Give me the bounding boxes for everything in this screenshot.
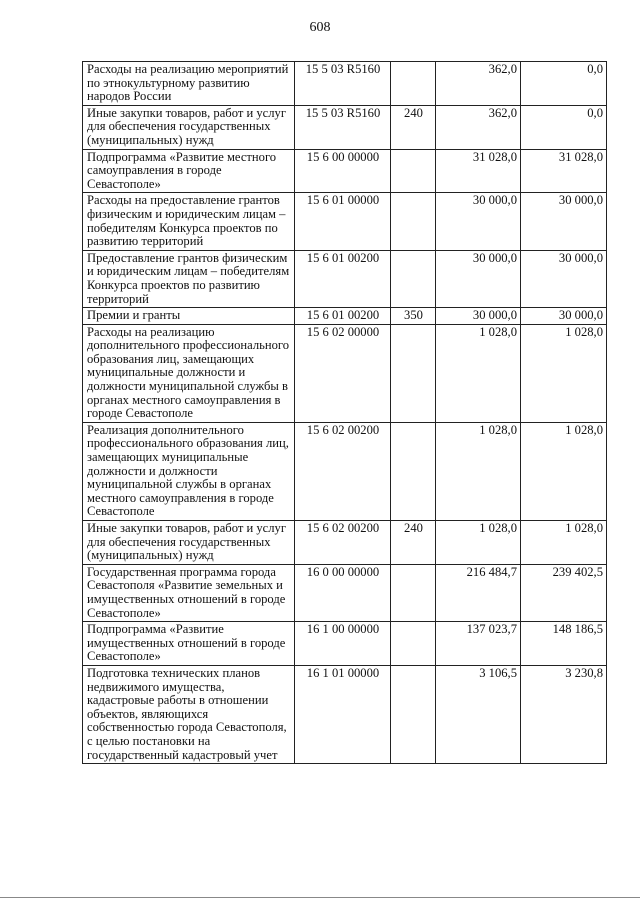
- row-name: Расходы на предоставление грантов физическим и юридическим лицам – победителям Конкурса проектов по развитию территорий: [83, 193, 295, 250]
- budget-table: [82, 61, 607, 764]
- row-sum-2: 3 230,8: [521, 665, 607, 763]
- row-sum-1: 362,0: [436, 62, 521, 106]
- row-expense-type: [391, 324, 436, 422]
- row-sum-2: 31 028,0: [521, 149, 607, 193]
- row-sum-2: 0,0: [521, 62, 607, 106]
- table-row: [83, 564, 607, 621]
- row-expense-type: [391, 149, 436, 193]
- table-row: [83, 250, 607, 307]
- row-expense-type: 240: [391, 105, 436, 149]
- row-code: 16 1 01 00000: [295, 665, 391, 763]
- row-sum-1: 1 028,0: [436, 422, 521, 520]
- row-sum-2: 239 402,5: [521, 564, 607, 621]
- page-bottom-edge: [0, 897, 640, 898]
- row-code: 15 6 01 00000: [295, 193, 391, 250]
- table-row: [83, 622, 607, 666]
- row-name: Реализация дополнительного профессионального образования лиц, замещающих муниципальные должности и должности муниципальной службы в органах местного самоуправления в городе Севастополе: [83, 422, 295, 520]
- row-sum-2: 30 000,0: [521, 308, 607, 325]
- row-expense-type: [391, 193, 436, 250]
- table-row: [83, 324, 607, 422]
- table-row: [83, 665, 607, 763]
- row-code: 15 6 00 00000: [295, 149, 391, 193]
- row-name: Подпрограмма «Развитие имущественных отношений в городе Севастополе»: [83, 622, 295, 666]
- row-sum-2: 1 028,0: [521, 422, 607, 520]
- row-sum-2: 1 028,0: [521, 324, 607, 422]
- table-row: [83, 308, 607, 325]
- row-sum-1: 216 484,7: [436, 564, 521, 621]
- page-number: 608: [309, 20, 331, 35]
- row-sum-2: 30 000,0: [521, 193, 607, 250]
- row-code: 15 5 03 R5160: [295, 62, 391, 106]
- row-expense-type: [391, 62, 436, 106]
- row-code: 15 6 01 00200: [295, 308, 391, 325]
- table-row: [83, 521, 607, 565]
- table-row: [83, 193, 607, 250]
- table-row: [83, 62, 607, 106]
- row-sum-1: 137 023,7: [436, 622, 521, 666]
- row-name: Расходы на реализацию дополнительного профессионального образования лиц, замещающих муниципальные должности и должности муниципальной службы в органах местного самоуправления в городе Севастополе: [83, 324, 295, 422]
- row-sum-2: 0,0: [521, 105, 607, 149]
- row-code: 15 6 01 00200: [295, 250, 391, 307]
- table-row: [83, 422, 607, 520]
- row-expense-type: 240: [391, 521, 436, 565]
- row-sum-1: 31 028,0: [436, 149, 521, 193]
- row-name: Премии и гранты: [83, 308, 295, 325]
- row-code: 16 1 00 00000: [295, 622, 391, 666]
- row-name: Иные закупки товаров, работ и услуг для обеспечения государственных (муниципальных) нужд: [83, 521, 295, 565]
- row-sum-1: 30 000,0: [436, 308, 521, 325]
- row-expense-type: [391, 422, 436, 520]
- row-name: Расходы на реализацию мероприятий по этнокультурному развитию народов России: [83, 62, 295, 106]
- row-expense-type: 350: [391, 308, 436, 325]
- row-sum-1: 3 106,5: [436, 665, 521, 763]
- table-row: [83, 105, 607, 149]
- row-sum-1: 1 028,0: [436, 324, 521, 422]
- row-sum-1: 362,0: [436, 105, 521, 149]
- row-sum-2: 148 186,5: [521, 622, 607, 666]
- row-sum-2: 30 000,0: [521, 250, 607, 307]
- row-sum-1: 30 000,0: [436, 193, 521, 250]
- row-code: 16 0 00 00000: [295, 564, 391, 621]
- row-code: 15 6 02 00200: [295, 521, 391, 565]
- row-expense-type: [391, 665, 436, 763]
- row-code: 15 6 02 00000: [295, 324, 391, 422]
- row-sum-1: 30 000,0: [436, 250, 521, 307]
- row-expense-type: [391, 564, 436, 621]
- row-name: Подпрограмма «Развитие местного самоуправления в городе Севастополе»: [83, 149, 295, 193]
- row-code: 15 6 02 00200: [295, 422, 391, 520]
- row-name: Предоставление грантов физическим и юридическим лицам – победителям Конкурса проектов по развитию территорий: [83, 250, 295, 307]
- row-name: Подготовка технических планов недвижимого имущества, кадастровые работы в отношении объектов, являющихся собственностью города Севастополя, с целью постановки на государственный кадастровый учет: [83, 665, 295, 763]
- row-name: Иные закупки товаров, работ и услуг для обеспечения государственных (муниципальных) нужд: [83, 105, 295, 149]
- row-sum-2: 1 028,0: [521, 521, 607, 565]
- row-expense-type: [391, 622, 436, 666]
- row-expense-type: [391, 250, 436, 307]
- table-row: [83, 149, 607, 193]
- row-name: Государственная программа города Севастополя «Развитие земельных и имущественных отношений в городе Севастополе»: [83, 564, 295, 621]
- row-sum-1: 1 028,0: [436, 521, 521, 565]
- row-code: 15 5 03 R5160: [295, 105, 391, 149]
